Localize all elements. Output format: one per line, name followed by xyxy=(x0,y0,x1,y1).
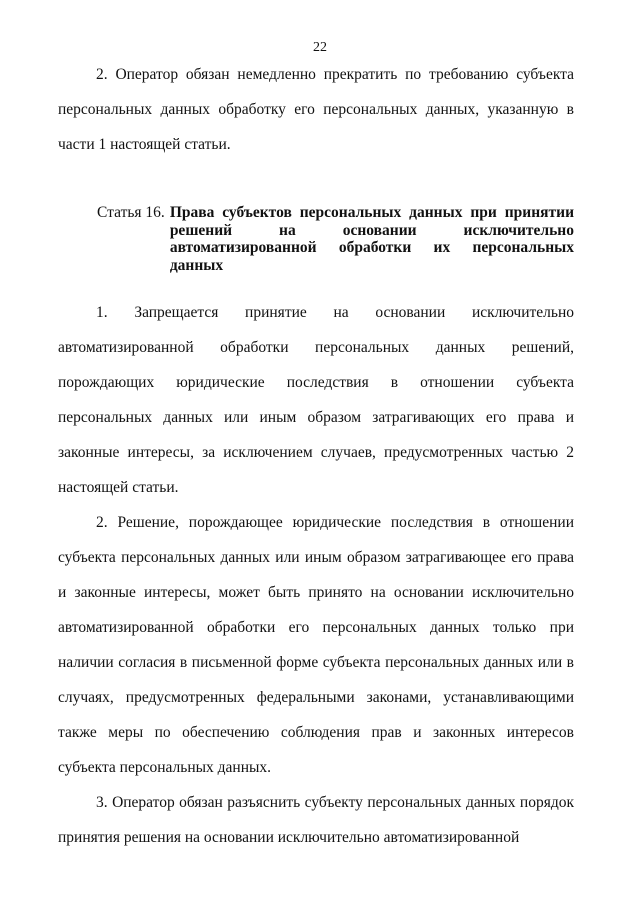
page-number: 22 xyxy=(313,40,327,55)
article-heading xyxy=(97,204,574,274)
article-title: Права субъектов персональных данных при принятии решений на основании исключительно автоматизированной обработки их персональных данных xyxy=(169,204,574,274)
article-label: Статья 16. xyxy=(97,204,165,221)
paragraph-prohibition: 1. Запрещается принятие на основании исключительно автоматизированной обработки персональных данных решений, порождающих юридические последствия в отношении субъекта персональных данных или иным образом затрагивающих его права и законные интересы, за исключением случаев, предусмотренных частью 2 настоящей статьи. xyxy=(58,304,574,496)
paragraph-decision-consent: 2. Решение, порождающее юридические последствия в отношении субъекта персональных данных или иным образом затрагивающее его права и законные интересы, может быть принято на основании исключительно автоматизированной обработки его персональных данных только при наличии согласия в письменной форме субъекта персональных данных или в случаях, предусмотренных федеральными законами, устанавливающими также меры по обеспечению соблюдения прав и законных интересов субъекта персональных данных. xyxy=(58,514,574,776)
paragraph-operator-explain: 3. Оператор обязан разъяснить субъекту персональных данных порядок принятия решения на основании исключительно автоматизированной xyxy=(58,794,574,846)
paragraph-operator-stop-processing: 2. Оператор обязан немедленно прекратить по требованию субъекта персональных данных обработку его персональных данных, указанную в части 1 настоящей статьи. xyxy=(58,66,574,153)
